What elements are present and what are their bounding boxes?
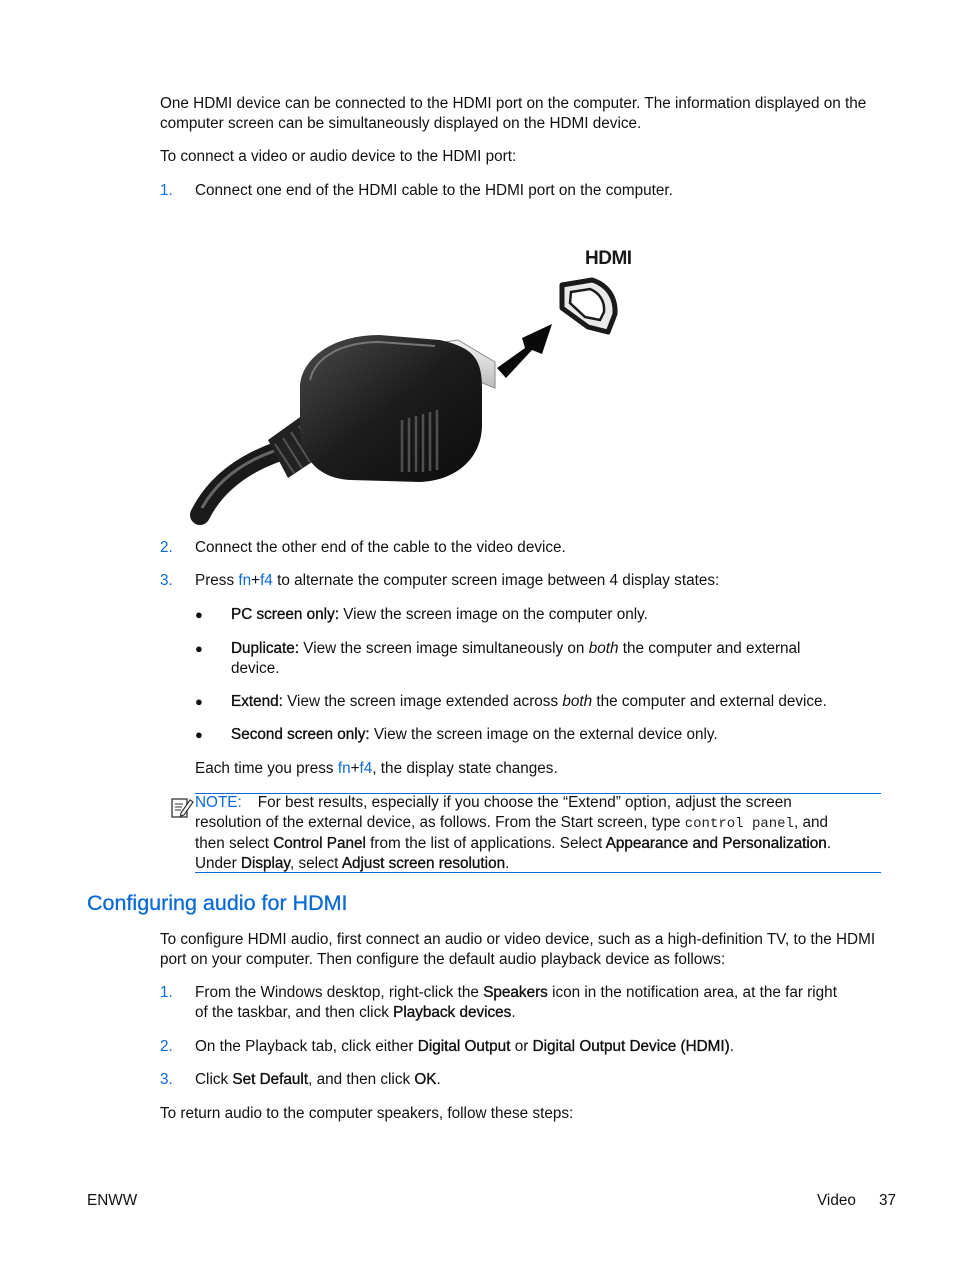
text-run: View the screen image on the computer only. xyxy=(338,606,648,623)
text-run: resolution of the external device, as follows. From the Start screen, type xyxy=(195,814,685,831)
footer-left-label: ENWW xyxy=(87,1192,138,1209)
text-run: View the screen image extended across xyxy=(282,693,563,710)
f4-key-link[interactable]: f4 xyxy=(359,760,373,777)
step-number: 1. xyxy=(160,984,173,1001)
fn-key-link[interactable]: fn xyxy=(238,572,252,589)
ui-term: Display xyxy=(240,855,290,872)
text-run: . xyxy=(826,835,832,852)
note-bottom-rule xyxy=(195,872,881,873)
step-text: Connect the other end of the cable to the video device. xyxy=(195,539,566,556)
text-run: From the Windows desktop, right-click the xyxy=(195,984,484,1001)
section-closing: To return audio to the computer speakers, follow these steps: xyxy=(160,1105,574,1122)
ui-term: Appearance and Personalization xyxy=(605,835,827,852)
text-run: . xyxy=(511,1004,516,1021)
intro-lead-in: To connect a video or audio device to the HDMI port: xyxy=(160,148,517,165)
step-number: 3. xyxy=(160,572,173,589)
bullet-text xyxy=(231,692,827,712)
ui-term: Set Default xyxy=(232,1071,309,1088)
emphasis: both xyxy=(588,640,619,657)
bullet-text xyxy=(231,639,800,659)
text-run: Press xyxy=(195,572,239,589)
text-run: On the Playback tab, click either xyxy=(195,1038,418,1055)
ui-term: Control Panel xyxy=(273,835,366,852)
step-text xyxy=(195,1070,441,1090)
text-run: . xyxy=(436,1071,441,1088)
step-text xyxy=(195,983,837,1003)
code-text: control panel xyxy=(684,816,794,832)
note-label: NOTE: xyxy=(195,794,242,811)
text-run: or xyxy=(510,1038,533,1055)
ui-term: Adjust screen resolution xyxy=(341,855,506,872)
text-run: , select xyxy=(289,855,342,872)
bullet-text xyxy=(231,725,718,745)
bullet-term: Extend: xyxy=(231,693,283,710)
text-run: of the taskbar, and then click xyxy=(195,1004,394,1021)
hdmi-cable-figure xyxy=(190,240,650,525)
section-intro: To configure HDMI audio, first connect an audio or video device, such as a high-definition TV, to the HDMI port on your computer. Then configure the default audio playback device as follows: xyxy=(160,931,876,968)
page-number: 37 xyxy=(879,1192,897,1209)
bullet-term: PC screen only: xyxy=(231,606,339,623)
intro-paragraph: One HDMI device can be connected to the HDMI port on the computer. The information displayed on the computer screen can be simultaneously displayed on the HDMI device. xyxy=(160,95,867,132)
bullet-term: Duplicate: xyxy=(231,640,300,657)
plus-sign: + xyxy=(251,572,261,589)
bullet-text-continued: device. xyxy=(231,660,280,677)
hdmi-port-label: HDMI xyxy=(585,248,632,269)
display-state-note xyxy=(195,759,558,779)
text-run: then select xyxy=(195,835,274,852)
bullet-term: Second screen only: xyxy=(231,726,370,743)
text-run: For best results, especially if you choose the “Extend” option, adjust the screen xyxy=(257,794,792,811)
emphasis: both xyxy=(562,693,593,710)
text-run: Each time you press xyxy=(195,760,338,777)
text-run: . xyxy=(729,1038,735,1055)
ui-term: Digital Output Device (HDMI) xyxy=(532,1038,730,1055)
plus-sign: + xyxy=(350,760,360,777)
text-run: View the screen image on the external device only. xyxy=(369,726,718,743)
bullet-icon: ● xyxy=(195,694,203,709)
step-text xyxy=(195,1037,734,1057)
note-line xyxy=(195,854,885,874)
bullet-icon: ● xyxy=(195,641,203,656)
text-run: , the display state changes. xyxy=(372,760,558,777)
step-number: 1. xyxy=(160,182,173,199)
bullet-icon: ● xyxy=(195,607,203,622)
text-run: View the screen image simultaneously on xyxy=(299,640,589,657)
text-run: to alternate the computer screen image between 4 display states: xyxy=(272,572,720,589)
bullet-icon: ● xyxy=(195,727,203,742)
text-run: the computer and external xyxy=(618,640,801,657)
step-number: 3. xyxy=(160,1071,173,1088)
bullet-text xyxy=(231,605,648,625)
text-run: , and xyxy=(793,814,828,831)
note-line xyxy=(195,834,885,854)
step-number: 2. xyxy=(160,539,173,556)
note-line xyxy=(195,793,885,813)
text-run: . xyxy=(505,855,510,872)
ui-term: OK xyxy=(414,1071,437,1088)
step-text xyxy=(195,571,719,591)
step-text-continued xyxy=(195,1003,516,1023)
step-number: 2. xyxy=(160,1038,173,1055)
f4-key-link[interactable]: f4 xyxy=(260,572,273,589)
ui-term: Speakers xyxy=(483,984,548,1001)
text-run: , and then click xyxy=(308,1071,415,1088)
hdmi-cable-illustration xyxy=(190,240,650,525)
note-line xyxy=(195,813,885,834)
note-icon xyxy=(170,796,194,825)
section-heading: Configuring audio for HDMI xyxy=(87,891,348,915)
text-run: from the list of applications. Select xyxy=(365,835,606,852)
hdmi-port-icon xyxy=(562,280,615,332)
footer-section-name: Video xyxy=(817,1192,856,1209)
text-run: Click xyxy=(195,1071,233,1088)
text-run: icon in the notification area, at the far right xyxy=(547,984,837,1001)
note-block xyxy=(195,793,885,874)
text-run: Under xyxy=(195,855,241,872)
ui-term: Playback devices xyxy=(393,1004,512,1021)
fn-key-link[interactable]: fn xyxy=(337,760,351,777)
text-run: the computer and external device. xyxy=(592,693,827,710)
ui-term: Digital Output xyxy=(417,1038,511,1055)
step-text: Connect one end of the HDMI cable to the HDMI port on the computer. xyxy=(195,182,673,199)
